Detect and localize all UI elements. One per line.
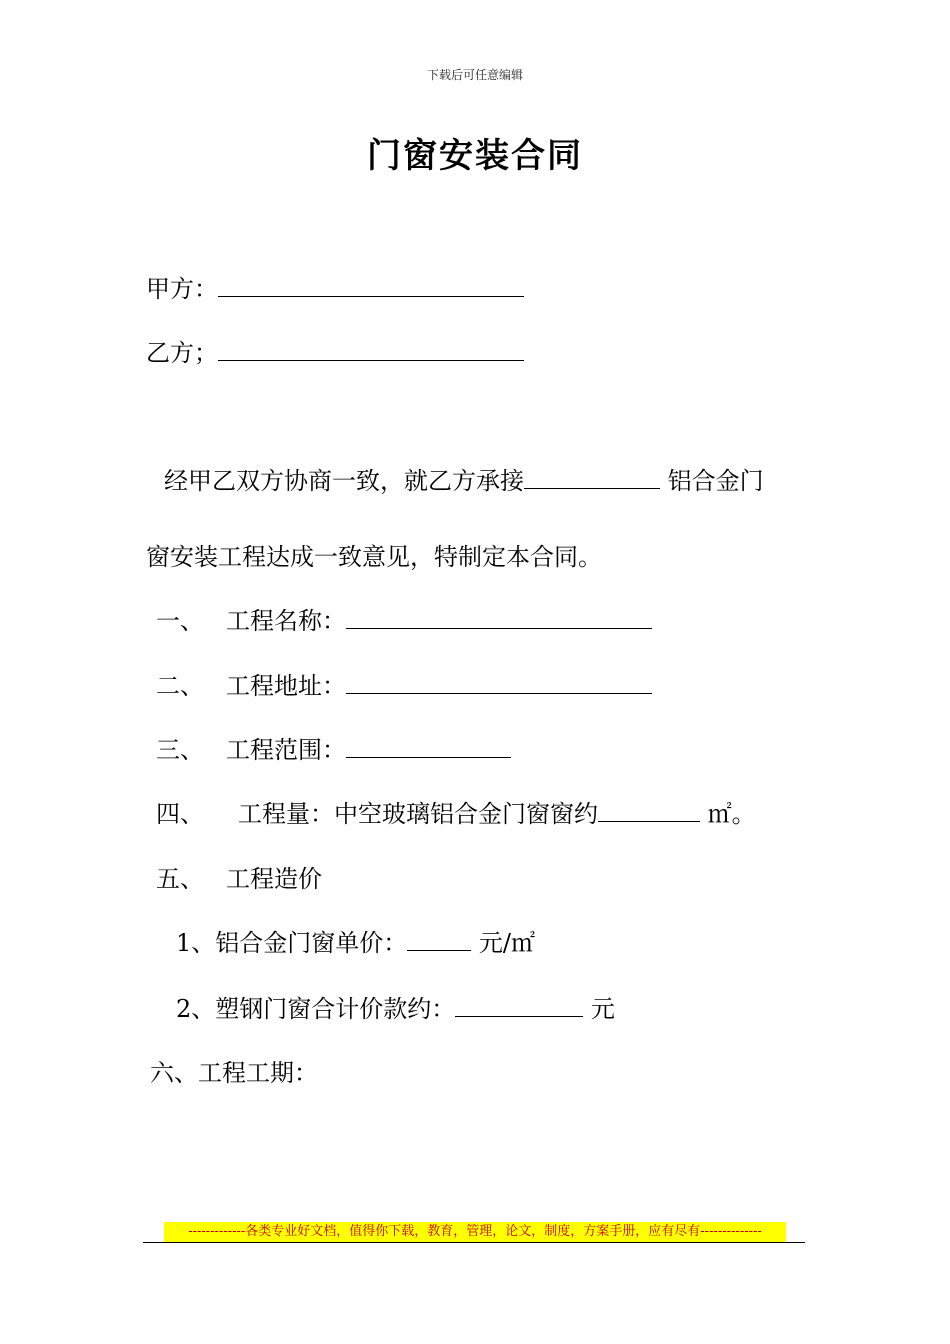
item-five-num: 五、 xyxy=(156,865,204,893)
intro-line-1 xyxy=(164,466,764,496)
item-four-suffix: ㎡。 xyxy=(707,800,756,828)
party-b-blank[interactable] xyxy=(218,338,524,361)
total-price-label: 2、塑钢门窗合计价款约： xyxy=(176,995,456,1023)
total-price-suffix: 元 xyxy=(590,995,615,1023)
intro-suffix: 铝合金门 xyxy=(667,467,764,495)
item-five-label: 工程造价 xyxy=(226,865,322,893)
footer-banner: -------------各类专业好文档，值得你下载，教育，管理，论文，制度，方案手册，应有尽有-------------- xyxy=(164,1222,786,1242)
item-five-1 xyxy=(176,928,535,958)
document-title: 门窗安装合同 xyxy=(367,136,583,176)
item-five-2 xyxy=(176,994,615,1024)
item-one xyxy=(156,606,652,636)
party-a-label: 甲方： xyxy=(146,275,218,303)
item-two-num: 二、 xyxy=(156,672,204,700)
item-three xyxy=(156,735,511,765)
unit-price-label: 1、铝合金门窗单价： xyxy=(176,929,408,957)
project-address-blank[interactable] xyxy=(346,671,652,694)
item-four-num: 四、 xyxy=(156,800,204,828)
item-four xyxy=(156,799,756,829)
party-b-label: 乙方； xyxy=(146,339,218,367)
unit-price-blank[interactable] xyxy=(407,928,471,951)
project-scope-blank[interactable] xyxy=(346,735,511,758)
item-two xyxy=(156,671,652,701)
total-price-blank[interactable] xyxy=(455,994,583,1017)
intro-text: 经甲乙双方协商一致，就乙方承接 xyxy=(164,467,524,495)
item-five xyxy=(156,864,322,894)
item-three-label: 工程范围： xyxy=(226,736,346,764)
unit-price-suffix: 元/㎡ xyxy=(478,929,536,957)
item-three-num: 三、 xyxy=(156,736,204,764)
project-blank[interactable] xyxy=(524,466,660,489)
party-a-blank[interactable] xyxy=(218,274,524,297)
intro-line-2: 窗安装工程达成一致意见，特制定本合同。 xyxy=(146,543,602,571)
header-note: 下载后可任意编辑 xyxy=(426,68,523,82)
party-b-line xyxy=(146,338,524,368)
item-six: 六、工程工期： xyxy=(150,1059,318,1087)
quantity-blank[interactable] xyxy=(598,799,700,822)
item-one-label: 工程名称： xyxy=(226,607,346,635)
footer-rule xyxy=(143,1242,805,1243)
item-two-label: 工程地址： xyxy=(226,672,346,700)
party-a-line xyxy=(146,274,524,304)
item-one-num: 一、 xyxy=(156,607,204,635)
project-name-blank[interactable] xyxy=(346,606,652,629)
item-four-label: 工程量：中空玻璃铝合金门窗窗约 xyxy=(238,800,598,828)
